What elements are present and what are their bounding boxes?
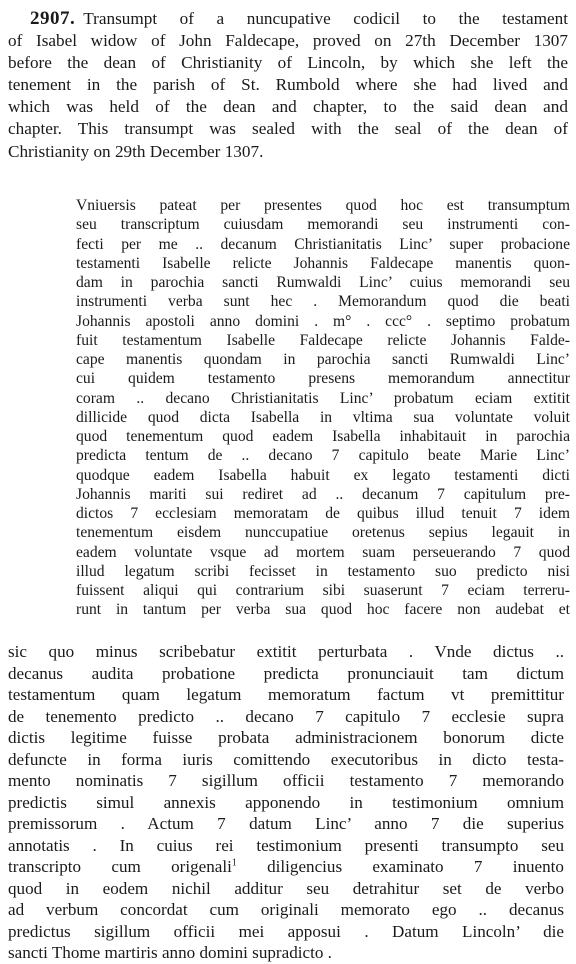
latin-line: dam in parochia sancti Rumwaldi Linc’ cuius memorandi seu <box>76 274 570 291</box>
latin-line: predictis simul annexis apponendo in testimonium omnium <box>8 792 564 812</box>
latin-line: cui quidem testamento presens memorandum annectitur <box>76 370 570 388</box>
latin-text-segment: diligencius examinato 7 inuento <box>267 857 564 876</box>
latin-text-large <box>8 641 564 964</box>
latin-line: sic quo minus scribebatur extitit perturbata . Vnde dictus .. <box>8 642 564 661</box>
summary-line: chapter. This transumpt was sealed with the seal of the dean of <box>8 119 568 139</box>
latin-line: quod in eodem nichil additur seu detrahitur set de verbo <box>8 878 564 898</box>
summary-text: Transumpt of a nuncupative codicil to the testament <box>83 9 568 28</box>
latin-line: decanus audita probatione predicta pronunciauit tam dictum <box>8 663 564 683</box>
latin-line: dictis legitime fuisse probata administracionem bonorum dicte <box>8 728 564 747</box>
entry-number: 2907. <box>30 8 76 29</box>
summary-line: tenement in the parish of St. Rumbold where she had lived and <box>8 75 568 95</box>
summary-line: before the dean of Christianity of Lincoln, by which she left the <box>8 53 568 73</box>
summary-line: of Isabel widow of John Faldecape, proved on 27th December 1307 <box>8 31 568 51</box>
summary-line: Christianity on 29th December 1307. <box>8 141 264 161</box>
latin-line: premissorum . Actum 7 datum Linc’ anno 7 die superius <box>8 814 564 833</box>
latin-text-small <box>76 196 570 620</box>
latin-line: instrumenti verba sunt hec . Memorandum quod die beati <box>76 293 570 311</box>
latin-line: fuit testamentum Isabelle Faldecape relicte Johannis Falde- <box>76 331 570 349</box>
latin-line: dillicide quod dicta Isabella in vltima sua voluntate voluit <box>76 408 570 426</box>
latin-line: coram .. decano Christianitatis Linc’ probatum eciam extitit <box>76 389 570 407</box>
latin-line: Vniuersis pateat per presentes quod hoc est transumptum <box>76 197 570 214</box>
entry-summary <box>8 8 568 163</box>
latin-line: sancti Thome martiris anno domini supradicto . <box>8 943 332 962</box>
latin-line: cape manentis quondam in parochia sancti Rumwaldi Linc’ <box>76 351 570 368</box>
footnote-marker: 1 <box>231 857 237 869</box>
latin-line-with-footnote <box>8 856 564 878</box>
latin-line: defuncte in forma iuris comittendo executoribus in dicto testa- <box>8 749 564 769</box>
latin-line: illud legatum scribi fecisset in testamento suo predicto nisi <box>76 562 570 580</box>
latin-line: Johannis mariti sui rediret ad .. decanum 7 capitulum pre- <box>76 485 570 503</box>
latin-line: ad verbum concordat cum originali memorato ego .. decanus <box>8 900 564 919</box>
latin-line: fecti per me .. decanum Christianitatis Linc’ super probacione <box>76 235 570 253</box>
latin-line: dictos 7 ecclesiam memoratam de quibus illud tenuit 7 idem <box>76 505 570 522</box>
latin-text-segment: transcripto cum origenali <box>8 857 232 876</box>
summary-line: which was held of the dean and chapter, to the said dean and <box>8 97 568 117</box>
latin-line: tenementum eisdem nunccupatiue oretenus sepius legauit in <box>76 524 570 542</box>
latin-line: annotatis . In cuius rei testimonium presenti transumpto seu <box>8 835 564 855</box>
latin-line: testamenti Isabelle relicte Johannis Faldecape manentis quon- <box>76 254 570 272</box>
latin-line: testamentum quam legatum memoratum factum vt premittitur <box>8 685 564 704</box>
latin-line: quodque eadem Isabella habuit ex legato testamenti dicti <box>76 466 570 484</box>
latin-line: de tenemento predicto .. decano 7 capitulo 7 ecclesie supra <box>8 706 564 726</box>
summary-line-1 <box>8 8 568 30</box>
latin-line: predicta tentum de .. decano 7 capitulo beate Marie Linc’ <box>76 447 570 465</box>
latin-line: mento nominatis 7 sigillum officii testamento 7 memorando <box>8 771 564 790</box>
latin-line: fuissent aliqui qui contrarium sibi suaserunt 7 eciam terreru- <box>76 582 570 599</box>
latin-line: Johannis apostoli anno domini . m° . ccc° . septimo probatum <box>76 312 570 330</box>
latin-line: seu transcriptum cuiusdam memorandi seu instrumenti con- <box>76 216 570 234</box>
latin-line: quod tenementum quod eadem Isabella inhabitauit in parochia <box>76 428 570 445</box>
latin-line: eadem voluntate vsque ad mortem suam perseuerando 7 quod <box>76 543 570 561</box>
latin-line: runt in tantum per verba sua quod hoc facere non audebat et <box>76 601 570 619</box>
latin-line: predictus sigillum officii mei apposui . Datum Lincoln’ die <box>8 921 564 941</box>
